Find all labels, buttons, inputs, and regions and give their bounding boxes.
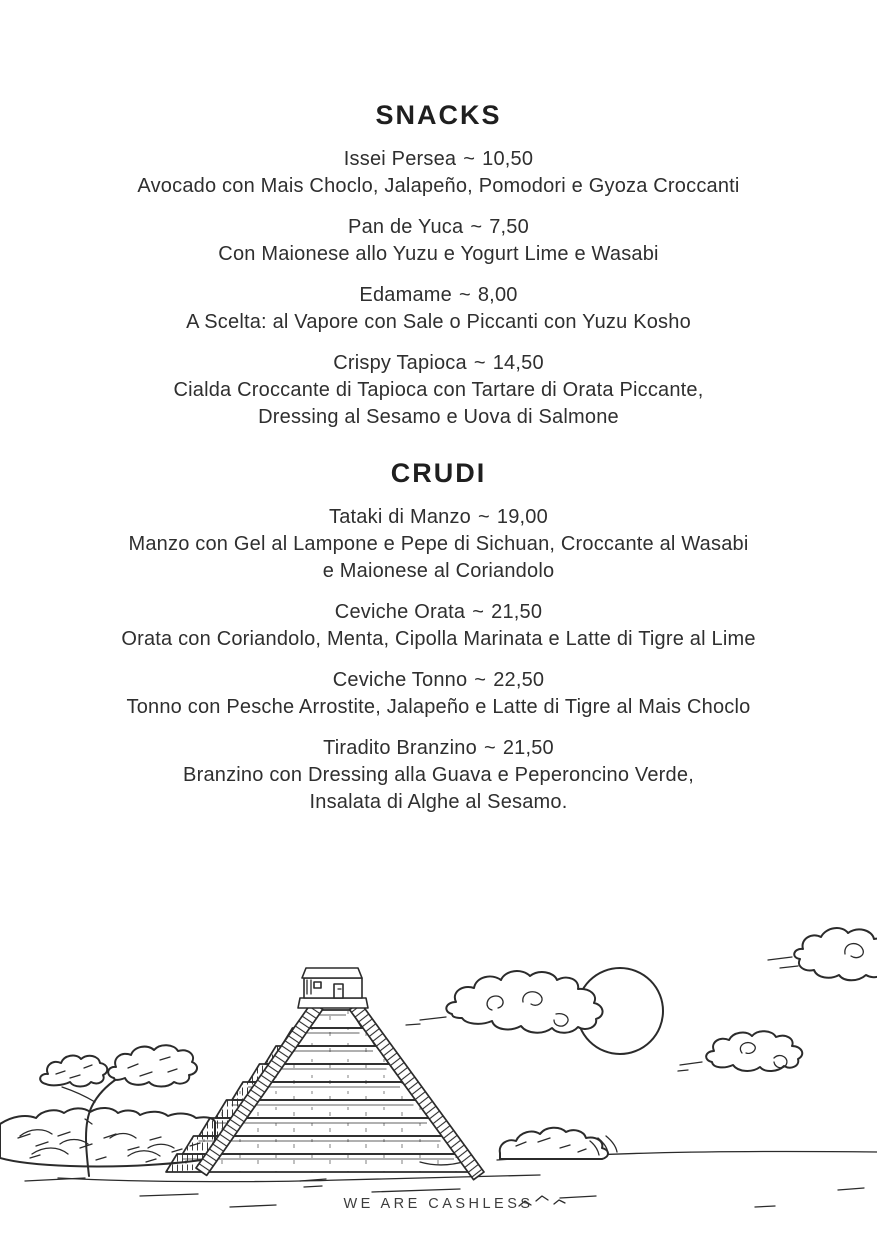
item-name-price	[0, 214, 877, 241]
pyramid-temple	[298, 968, 368, 1008]
price-separator: ~	[478, 506, 490, 528]
menu-section-crudi	[0, 458, 877, 816]
item-price: 19,00	[496, 506, 548, 528]
item-name: Ceviche Tonno	[332, 669, 468, 691]
temple-door	[334, 984, 343, 998]
menu-item	[0, 350, 877, 431]
price-separator: ~	[474, 669, 487, 691]
menu-section-snacks	[0, 100, 877, 431]
item-name-price	[0, 146, 877, 173]
menu-item	[0, 504, 877, 585]
menu-item	[0, 735, 877, 816]
item-price: 22,50	[493, 669, 545, 691]
tree-foliage	[40, 1056, 107, 1087]
price-separator: ~	[470, 216, 483, 238]
item-name: Issei Persea	[343, 148, 457, 170]
item-name: Edamame	[359, 284, 452, 306]
price-separator: ~	[473, 352, 486, 374]
price-separator: ~	[463, 148, 476, 170]
menu-item	[0, 599, 877, 653]
section-title-snacks: SNACKS	[375, 100, 502, 130]
item-description: A Scelta: al Vapore con Sale o Piccanti con Yuzu Kosho	[186, 311, 691, 333]
item-name-price	[0, 282, 877, 309]
cloud-icon	[406, 971, 603, 1033]
item-name-price	[0, 350, 877, 377]
item-name: Pan de Yuca	[348, 216, 464, 238]
item-price: 14,50	[492, 352, 544, 374]
price-separator: ~	[472, 601, 485, 623]
item-description: Dressing al Sesamo e Uova di Salmone	[258, 406, 619, 428]
price-separator: ~	[483, 737, 496, 759]
item-description: Manzo con Gel al Lampone e Pepe di Sichuan, Croccante al Wasabi	[128, 533, 749, 555]
item-name-price	[0, 504, 877, 531]
item-name: Crispy Tapioca	[333, 352, 467, 374]
item-description: Tonno con Pesche Arrostite, Jalapeño e Latte di Tigre al Mais Choclo	[126, 696, 751, 718]
cashless-note	[0, 1196, 877, 1212]
cashless-note-text: WE ARE CASHLESS	[343, 1196, 534, 1212]
item-price: 8,00	[477, 284, 518, 306]
sky	[406, 928, 877, 1071]
item-name-price	[0, 667, 877, 694]
item-price: 10,50	[482, 148, 534, 170]
menu-item	[0, 146, 877, 200]
cloud-icon	[768, 928, 877, 980]
menu-item	[0, 667, 877, 721]
item-name: Tiradito Branzino	[323, 737, 477, 759]
price-separator: ~	[458, 284, 471, 306]
section-title-crudi: CRUDI	[390, 458, 487, 488]
item-price: 21,50	[491, 601, 543, 623]
item-name: Tataki di Manzo	[329, 506, 471, 528]
item-description: Cialda Croccante di Tapioca con Tartare di Orata Piccante,	[173, 379, 704, 401]
mayan-pyramid	[166, 968, 484, 1180]
item-description: Insalata di Alghe al Sesamo.	[309, 791, 568, 813]
item-description: Avocado con Mais Choclo, Jalapeño, Pomodori e Gyoza Croccanti	[137, 175, 740, 197]
menu-item	[0, 282, 877, 336]
menu-item	[0, 214, 877, 268]
item-description: Orata con Coriandolo, Menta, Cipolla Marinata e Latte di Tigre al Lime	[121, 628, 756, 650]
item-price: 7,50	[489, 216, 529, 238]
item-description: e Maionese al Coriandolo	[322, 560, 555, 582]
item-name-price	[0, 735, 877, 762]
tree-foliage	[108, 1045, 197, 1086]
landscape-illustration	[0, 910, 877, 1241]
item-name-price	[0, 599, 877, 626]
item-name: Ceviche Orata	[334, 601, 466, 623]
item-description: Branzino con Dressing alla Guava e Peperoncino Verde,	[183, 764, 694, 786]
item-description: Con Maionese allo Yuzu e Yogurt Lime e Wasabi	[218, 243, 659, 265]
cloud-icon	[678, 1031, 802, 1071]
item-price: 21,50	[502, 737, 554, 759]
